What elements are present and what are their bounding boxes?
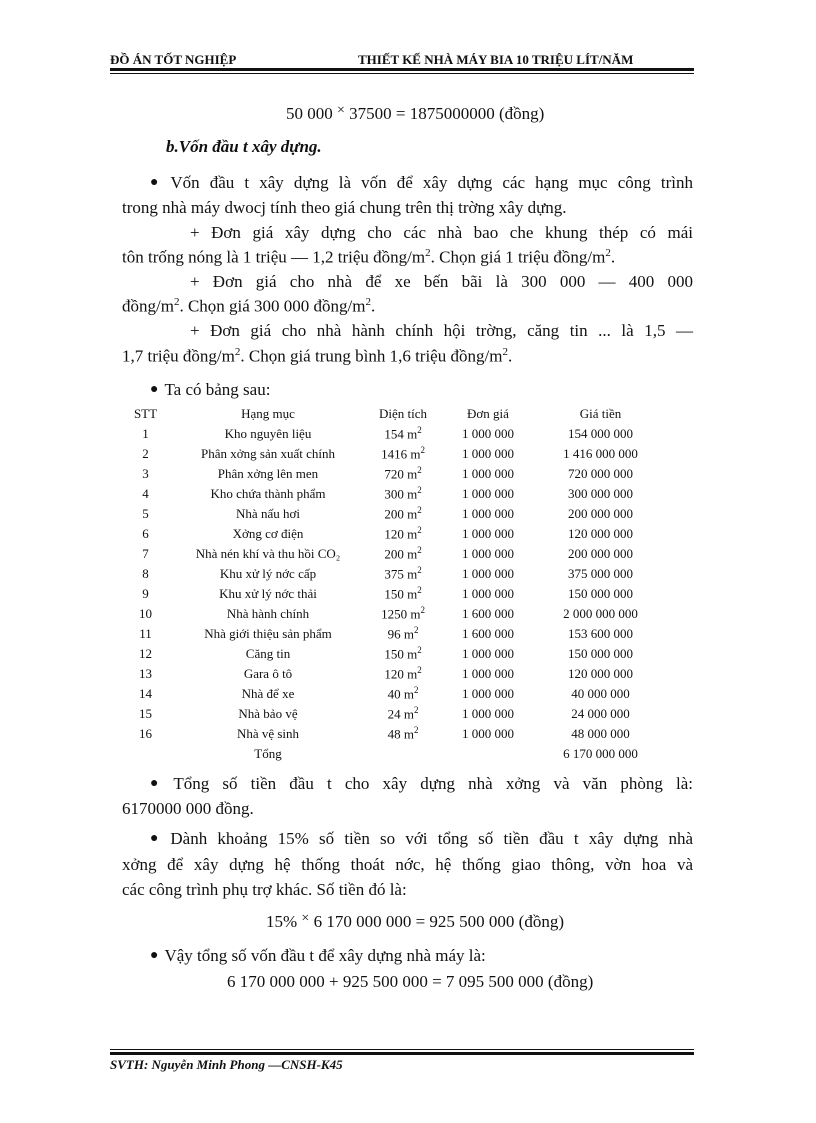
sup: 2	[234, 346, 241, 358]
cell-stt-text: 5	[142, 506, 149, 521]
table-row	[118, 544, 668, 564]
cell-cost	[533, 644, 668, 664]
cell-item	[173, 504, 363, 524]
cell-stt	[118, 664, 173, 684]
cell-stt-text: 3	[142, 466, 149, 481]
paragraph-6-line-2: xởng để xây dựng hệ thống thoát nớc, hệ thống giao thông, vờn hoa và	[122, 855, 693, 874]
cell-unit-price	[443, 704, 533, 724]
cell-area	[363, 544, 443, 564]
cell-item-text: Kho chứa thành phẩm	[210, 486, 326, 501]
table-intro	[150, 380, 270, 400]
cell-area	[363, 664, 443, 684]
cell-item	[173, 484, 363, 504]
cell-area	[363, 424, 443, 444]
cell-stt	[118, 704, 173, 724]
cell-item	[173, 704, 363, 724]
cell-item	[173, 544, 363, 564]
cell-item	[173, 524, 363, 544]
paragraph-2-line-2	[122, 247, 615, 268]
cell-area-text: 300 m	[384, 486, 418, 502]
cell-stt	[118, 604, 173, 624]
calc-1-a: 50 000	[286, 104, 333, 123]
table-row	[118, 624, 668, 644]
cell-stt-text: 13	[139, 666, 152, 681]
cell-stt	[118, 504, 173, 524]
cell-stt-text: 2	[142, 446, 149, 461]
cell-unit-price-text: 1 600 000	[462, 606, 514, 621]
sup: 2	[417, 665, 422, 676]
cell-stt-text: 4	[142, 486, 149, 501]
cell-item-text: Căng tin	[245, 646, 291, 661]
cell-stt-text: 16	[139, 726, 152, 741]
cell-cost	[533, 424, 668, 444]
header-right: THIẾT KẾ NHÀ MÁY BIA 10 TRIỆU LÍT/NĂM	[358, 52, 634, 67]
cell-cost-text: 154 000 000	[568, 426, 633, 441]
cell-cost-text: 300 000 000	[568, 486, 633, 501]
sup: 2	[413, 625, 419, 636]
cell-unit-price-text: 1 000 000	[462, 586, 514, 601]
cell-item	[173, 584, 363, 604]
cell-item-text: Kho nguyên liệu	[224, 426, 312, 441]
cell-unit-price	[443, 664, 533, 684]
cell-area-text: 1250 m	[381, 606, 421, 622]
cell-item-text: Phân xởng lên men	[217, 466, 319, 481]
times-symbol: ×	[301, 911, 310, 926]
sup: 2	[417, 585, 422, 596]
cell-item-text: Nhà bảo vệ	[238, 706, 298, 721]
header-rule	[110, 68, 694, 71]
sup: 2	[413, 705, 419, 716]
cell-unit-price	[443, 644, 533, 664]
cell-area	[363, 644, 443, 664]
p4-b: . Chọn giá trung bình 1,6 triệu đồng/m	[240, 346, 503, 366]
cell-cost-text: 200 000 000	[568, 546, 633, 561]
cell-stt	[118, 624, 173, 644]
sup: 2	[502, 346, 508, 358]
paragraph-5-line-2: 6170000 000 đồng.	[122, 799, 254, 818]
section-heading: b.Vốn đầu t xây dựng.	[166, 137, 322, 156]
cell-cost	[533, 544, 668, 564]
cell-stt-text: 7	[142, 546, 149, 561]
cell-cost	[533, 624, 668, 644]
cell-item	[173, 604, 363, 624]
cell-item-text: Nhà nén khí và thu hồi CO₂	[195, 546, 341, 561]
cell-area-text: 96 m	[387, 626, 414, 642]
calc-2	[266, 912, 564, 932]
p7-text: Vậy tổng số vốn đầu t để xây dựng nhà máy là:	[164, 946, 486, 965]
bullet-icon: ●	[150, 175, 165, 190]
cell-stt-text: 9	[142, 586, 149, 601]
p2-b: . Chọn giá 1 triệu đồng/m	[430, 247, 606, 267]
sup: 2	[417, 485, 422, 496]
table-row	[118, 484, 668, 504]
cell-cost-text: 150 000 000	[568, 646, 633, 661]
cell-cost-text: 375 000 000	[568, 566, 633, 581]
cell-stt-text: 11	[139, 626, 152, 641]
sup: 2	[173, 296, 180, 308]
cell-cost-text: 2 000 000 000	[563, 606, 638, 621]
sup: 2	[605, 247, 611, 259]
cell-stt	[118, 724, 173, 744]
cell-stt	[118, 544, 173, 564]
cell-item-text: Phân xởng sản xuất chính	[201, 446, 335, 461]
cell-stt	[118, 464, 173, 484]
cell-area-text: 154 m	[384, 426, 418, 442]
cell-area	[363, 604, 443, 624]
cost-table	[118, 404, 668, 764]
cell-area	[363, 524, 443, 544]
cell-item	[173, 664, 363, 684]
bullet-icon: ●	[150, 831, 165, 846]
cell-area	[363, 484, 443, 504]
cell-unit-price-text: 1 000 000	[462, 726, 514, 741]
sup: 2	[417, 525, 422, 536]
cell-item	[173, 424, 363, 444]
table-intro-text: Ta có bảng sau:	[164, 380, 271, 399]
paragraph-3-line-2	[122, 296, 375, 317]
bullet-icon: ●	[150, 948, 159, 963]
paragraph-3-line-1: + Đơn giá cho nhà để xe bến bãi là 300 000 — 400 000	[190, 272, 693, 291]
header-left: ĐỒ ÁN TỐT NGHIỆP	[110, 52, 237, 67]
cell-cost	[533, 444, 668, 464]
cell-stt	[118, 564, 173, 584]
page-footer: SVTH: Nguyễn Minh Phong —CNSH-K45	[110, 1057, 343, 1072]
bullet-icon: ●	[150, 382, 159, 397]
calc-3: 6 170 000 000 + 925 500 000 = 7 095 500 000 (đồng)	[227, 972, 594, 991]
cell-item	[173, 464, 363, 484]
cell-unit-price-text: 1 000 000	[462, 446, 514, 461]
cell-stt-text: 14	[139, 686, 152, 701]
cell-unit-price-text: 1 000 000	[462, 686, 514, 701]
cell-area	[363, 624, 443, 644]
cell-stt-text: 15	[139, 706, 152, 721]
cell-cost	[533, 704, 668, 724]
cell-item	[173, 564, 363, 584]
cell-unit-price	[443, 724, 533, 744]
th-unit-price: Đơn giá	[467, 406, 509, 421]
sup: 2	[413, 685, 419, 696]
times-symbol: ×	[337, 103, 345, 118]
sup: 2	[425, 247, 431, 259]
cell-area-text: 120 m	[384, 526, 418, 542]
cell-item-text: Nhà hành chính	[226, 606, 310, 621]
cell-stt	[118, 644, 173, 664]
cell-unit-price-text: 1 000 000	[462, 426, 514, 441]
cell-unit-price-text: 1 000 000	[462, 646, 514, 661]
cell-item-text: Xởng cơ điện	[232, 526, 304, 541]
cell-cost-text: 48 000 000	[571, 726, 630, 741]
cell-area	[363, 504, 443, 524]
p1-text: Vốn đầu t xây dựng là vốn để xây dựng các hạng mục công trình	[170, 173, 693, 192]
sup: 2	[417, 645, 422, 656]
p5-text: Tổng số tiền đầu t cho xây dựng nhà xởng và văn phòng là:	[173, 774, 693, 793]
table-row	[118, 684, 668, 704]
calc-2-b: 6 170 000 000 = 925 500 000 (đồng)	[313, 912, 564, 931]
p2-c: .	[610, 247, 616, 267]
cell-stt	[118, 484, 173, 504]
cell-item	[173, 444, 363, 464]
sup: 2	[417, 465, 422, 476]
cell-stt-text: 12	[139, 646, 152, 661]
p3-a: đồng/m	[122, 296, 174, 316]
cell-item-text: Nhà nấu hơi	[236, 506, 300, 521]
total-empty	[443, 744, 533, 764]
cell-cost-text: 120 000 000	[568, 526, 633, 541]
cell-area-text: 375 m	[384, 566, 418, 582]
cell-area	[363, 444, 443, 464]
table-row	[118, 424, 668, 444]
table-header-row	[118, 404, 668, 424]
cell-unit-price	[443, 584, 533, 604]
paragraph-6-line-1	[150, 829, 693, 849]
cell-stt-text: 8	[142, 566, 149, 581]
cell-cost-text: 1 416 000 000	[563, 446, 638, 461]
cell-stt-text: 6	[142, 526, 149, 541]
cell-unit-price	[443, 464, 533, 484]
sup: 2	[417, 425, 422, 436]
cell-unit-price	[443, 444, 533, 464]
paragraph-6-line-3: các công trình phụ trợ khác. Số tiền đó là:	[122, 880, 407, 899]
th-item: Hạng mục	[241, 406, 295, 421]
cell-cost	[533, 564, 668, 584]
header-rule-thin	[110, 73, 694, 74]
table-row	[118, 704, 668, 724]
paragraph-4-line-1: + Đơn giá cho nhà hành chính hội trờng, căng tin ... là 1,5 —	[190, 321, 693, 340]
cell-unit-price-text: 1 000 000	[462, 506, 514, 521]
cell-cost-text: 153 600 000	[568, 626, 633, 641]
cell-cost	[533, 484, 668, 504]
cell-area-text: 150 m	[384, 646, 418, 662]
bullet-icon: ●	[150, 776, 168, 791]
cell-unit-price-text: 1 000 000	[462, 666, 514, 681]
cell-area	[363, 724, 443, 744]
table-total-row	[118, 744, 668, 764]
cell-area	[363, 704, 443, 724]
cell-item	[173, 724, 363, 744]
cell-item	[173, 644, 363, 664]
table-row	[118, 724, 668, 744]
cell-area-text: 200 m	[384, 506, 418, 522]
cell-stt-text: 1	[142, 426, 149, 441]
paragraph-5-line-1	[150, 774, 693, 794]
cell-cost-text: 200 000 000	[568, 506, 633, 521]
cell-cost	[533, 684, 668, 704]
cell-item-text: Gara ô tô	[243, 666, 293, 681]
cell-item-text: Nhà giới thiệu sản phẩm	[204, 626, 332, 641]
cell-area-text: 120 m	[384, 666, 418, 682]
p3-c: .	[371, 296, 376, 316]
cell-cost-text: 24 000 000	[571, 706, 630, 721]
cell-item-text: Nhà vệ sinh	[236, 726, 300, 741]
total-empty	[118, 744, 173, 764]
sup: 2	[413, 725, 419, 736]
footer-rule-thin	[110, 1049, 694, 1050]
cell-unit-price-text: 1 000 000	[462, 466, 514, 481]
cell-unit-price	[443, 524, 533, 544]
calc-2-a: 15%	[266, 912, 298, 931]
sup: 2	[417, 505, 422, 516]
cell-area-text: 150 m	[384, 586, 418, 602]
paragraph-4-line-2	[122, 346, 512, 367]
cell-stt	[118, 524, 173, 544]
cell-stt-text: 10	[139, 606, 152, 621]
cell-item	[173, 684, 363, 704]
cell-cost	[533, 664, 668, 684]
table-row	[118, 464, 668, 484]
table-body	[118, 424, 668, 744]
table-row	[118, 644, 668, 664]
cell-unit-price	[443, 504, 533, 524]
table-row	[118, 504, 668, 524]
cell-cost	[533, 584, 668, 604]
total-empty	[363, 744, 443, 764]
cell-unit-price	[443, 624, 533, 644]
table-row	[118, 604, 668, 624]
cell-item	[173, 624, 363, 644]
sup: 2	[420, 605, 425, 616]
cell-area-text: 720 m	[384, 466, 418, 482]
cell-area	[363, 464, 443, 484]
cell-cost	[533, 464, 668, 484]
paragraph-1-line-1	[150, 173, 693, 193]
total-value: 6 170 000 000	[563, 746, 638, 761]
cell-stt	[118, 424, 173, 444]
cell-unit-price-text: 1 000 000	[462, 526, 514, 541]
p3-b: . Chọn giá 300 000 đồng/m	[179, 296, 366, 316]
cell-cost	[533, 524, 668, 544]
calc-1-b: 37500 = 1875000000 (đồng)	[349, 104, 545, 123]
p4-a: 1,7 triệu đồng/m	[122, 346, 235, 366]
cell-cost	[533, 504, 668, 524]
cell-cost-text: 40 000 000	[571, 686, 630, 701]
cell-unit-price	[443, 424, 533, 444]
cell-cost-text: 150 000 000	[568, 586, 633, 601]
paragraph-2-line-1: + Đơn giá xây dựng cho các nhà bao che khung thép có mái	[190, 223, 693, 242]
p2-a: tôn trống nóng là 1 triệu — 1,2 triệu đồng/m	[122, 247, 426, 267]
sup: 2	[420, 445, 425, 456]
cell-unit-price	[443, 544, 533, 564]
calc-1	[286, 104, 544, 124]
cell-area	[363, 564, 443, 584]
th-area: Diện tích	[378, 406, 427, 421]
table-row	[118, 664, 668, 684]
th-stt: STT	[133, 406, 158, 421]
table-row	[118, 584, 668, 604]
cell-unit-price	[443, 484, 533, 504]
paragraph-7	[150, 946, 486, 966]
cell-area-text: 1416 m	[381, 446, 421, 462]
total-label: Tổng	[254, 746, 282, 761]
cell-item-text: Khu xử lý nớc cấp	[219, 566, 317, 581]
cell-item-text: Khu xử lý nớc thải	[219, 586, 317, 601]
cell-unit-price-text: 1 000 000	[462, 486, 514, 501]
table-row	[118, 444, 668, 464]
cell-area-text: 24 m	[387, 706, 414, 722]
cell-stt	[118, 684, 173, 704]
paragraph-1-line-2: trong nhà máy dwocj tính theo giá chung trên thị trờng xây dựng.	[122, 198, 567, 217]
cell-unit-price-text: 1 000 000	[462, 546, 514, 561]
footer-rule	[110, 1052, 694, 1055]
table-row	[118, 564, 668, 584]
cell-unit-price	[443, 684, 533, 704]
cell-item-text: Nhà để xe	[241, 686, 295, 701]
cell-unit-price-text: 1 600 000	[462, 626, 514, 641]
cell-unit-price	[443, 564, 533, 584]
sup: 2	[417, 545, 422, 556]
cell-area-text: 200 m	[384, 546, 418, 562]
cell-area-text: 40 m	[387, 686, 414, 702]
cell-cost	[533, 724, 668, 744]
cell-unit-price-text: 1 000 000	[462, 706, 514, 721]
cell-cost	[533, 604, 668, 624]
cell-unit-price	[443, 604, 533, 624]
cell-unit-price-text: 1 000 000	[462, 566, 514, 581]
table-row	[118, 524, 668, 544]
cell-cost-text: 720 000 000	[568, 466, 633, 481]
p4-c: .	[507, 346, 513, 366]
p6-text: Dành khoảng 15% số tiền so với tổng số tiền đầu t xây dựng nhà	[170, 829, 693, 848]
sup: 2	[417, 565, 422, 576]
cell-area	[363, 584, 443, 604]
cell-stt	[118, 444, 173, 464]
cell-area-text: 48 m	[387, 726, 414, 742]
cell-area	[363, 684, 443, 704]
cell-cost-text: 120 000 000	[568, 666, 633, 681]
th-cost: Giá tiền	[579, 406, 622, 421]
cell-stt	[118, 584, 173, 604]
sup: 2	[365, 296, 372, 308]
